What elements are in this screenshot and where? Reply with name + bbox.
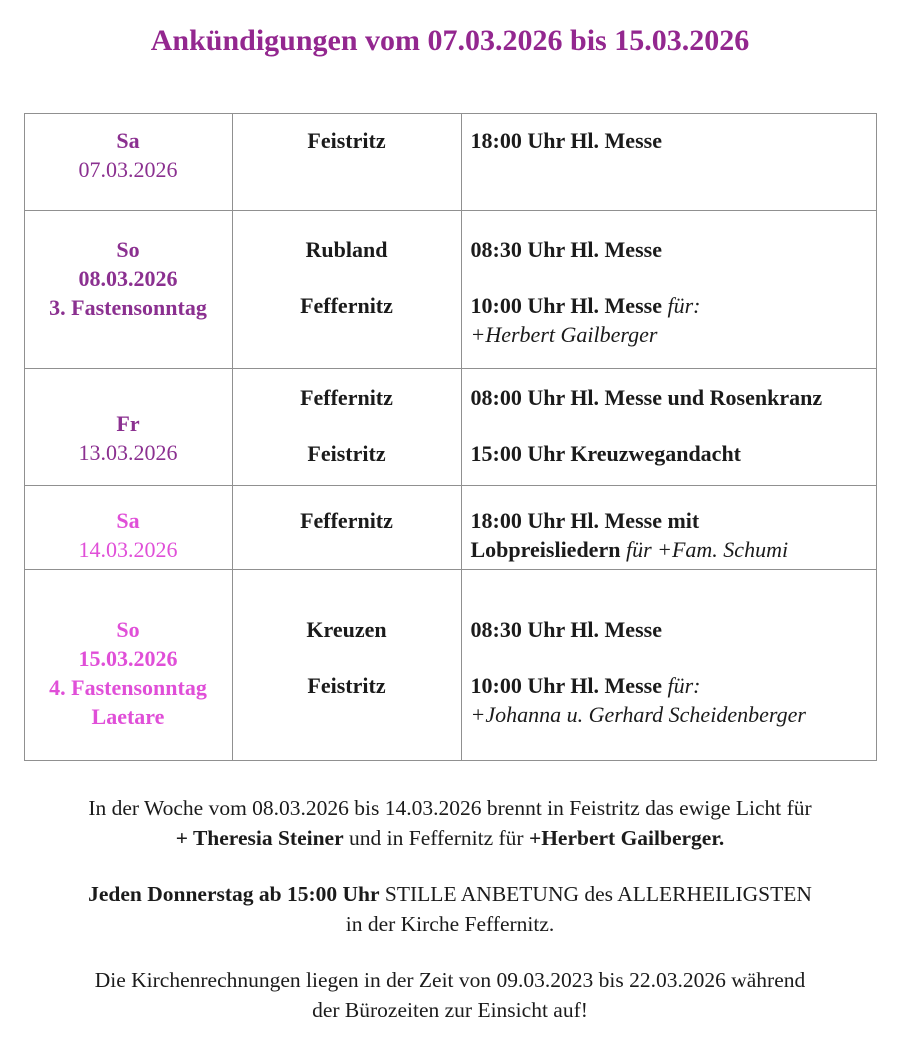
- event-text: 10:00 Uhr Hl. Messe: [470, 673, 668, 698]
- event-text: 08:30 Uhr Hl. Messe: [470, 237, 662, 262]
- paragraph-text: In der Woche vom 08.03.2026 bis 14.03.2026 brennt in Feistritz das ewige Licht für: [88, 796, 812, 820]
- table-row: [24, 211, 876, 369]
- spacer: [237, 644, 457, 671]
- paragraph-text: Jeden Donnerstag ab 15:00 Uhr: [88, 882, 380, 906]
- spacer: [471, 412, 876, 439]
- location-label: Feffernitz: [300, 508, 393, 533]
- event-text: 18:00 Uhr Hl. Messe mit: [470, 508, 700, 533]
- location-label: Kreuzen: [306, 617, 387, 642]
- paragraph-text: in der Kirche Feffernitz.: [345, 912, 555, 936]
- location-label: Feffernitz: [300, 385, 393, 410]
- date-label: 08.03.2026: [78, 266, 178, 291]
- table-row: [24, 570, 876, 761]
- table-row: [24, 369, 876, 486]
- event-intention-text: für:: [667, 293, 701, 318]
- paragraph-text: Die Kirchenrechnungen liegen in der Zeit von 09.03.2023 bis 22.03.2026 während: [94, 968, 806, 992]
- day-label: Fr: [116, 411, 140, 436]
- events-cell: [461, 486, 876, 570]
- spacer: [237, 412, 457, 439]
- paragraph-line: [95, 968, 806, 992]
- liturgical-day-label: 3. Fastensonntag: [49, 295, 207, 320]
- events-cell: [461, 369, 876, 486]
- paragraph-line: [88, 796, 811, 820]
- location-cell: [232, 211, 461, 369]
- location-cell: [232, 570, 461, 761]
- announcements-footer: [9, 793, 891, 1025]
- event-text: 10:00 Uhr Hl. Messe: [470, 293, 668, 318]
- event-line: [471, 615, 876, 644]
- event-line: [471, 126, 876, 155]
- event-line: [471, 235, 876, 264]
- event-text: 18:00 Uhr Hl. Messe: [470, 128, 662, 153]
- location-label: Feffernitz: [300, 293, 393, 318]
- date-cell: [24, 211, 232, 369]
- date-label: 13.03.2026: [78, 440, 178, 465]
- liturgical-day-label: 4. Fastensonntag: [49, 675, 207, 700]
- location-label: Rubland: [305, 237, 388, 262]
- adoration-paragraph: [9, 879, 891, 939]
- event-line: [471, 320, 876, 349]
- page-title: Ankündigungen vom 07.03.2026 bis 15.03.2026: [150, 24, 750, 57]
- location-cell: [232, 114, 461, 211]
- location-label: Feistritz: [307, 128, 386, 153]
- event-intention-text: +Johanna u. Gerhard Scheidenberger: [470, 702, 806, 727]
- day-label: So: [116, 617, 140, 642]
- paragraph-line: [88, 882, 812, 906]
- date-label: 07.03.2026: [78, 157, 178, 182]
- spacer: [471, 264, 876, 291]
- table-row: [24, 486, 876, 570]
- event-text: 15:00 Uhr Kreuzwegandacht: [470, 441, 742, 466]
- event-line: [471, 383, 876, 412]
- event-line: [471, 700, 876, 729]
- location-cell: [232, 486, 461, 570]
- events-cell: [461, 570, 876, 761]
- event-text: Lobpreisliedern: [470, 537, 626, 562]
- paragraph-text: STILLE ANBETUNG des ALLERHEILIGSTEN: [379, 882, 812, 906]
- event-line: [471, 535, 876, 564]
- event-text: 08:30 Uhr Hl. Messe: [470, 617, 662, 642]
- paragraph-line: [312, 998, 588, 1022]
- day-label: Sa: [116, 508, 140, 533]
- event-line: [471, 439, 876, 468]
- memorial-name: + Theresia Steiner: [175, 826, 344, 850]
- day-label: So: [116, 237, 140, 262]
- event-text: 08:00 Uhr Hl. Messe und Rosenkranz: [470, 385, 823, 410]
- location-cell: [232, 369, 461, 486]
- paragraph-text: der Bürozeiten zur Einsicht auf!: [312, 998, 588, 1022]
- memorial-name: +Herbert Gailberger.: [528, 826, 725, 850]
- event-line: [471, 506, 876, 535]
- paragraph-text: und in Feffernitz für: [343, 826, 529, 850]
- day-label: Sa: [116, 128, 140, 153]
- event-line: [471, 671, 876, 700]
- event-intention-text: für:: [667, 673, 701, 698]
- events-cell: [461, 211, 876, 369]
- spacer: [237, 264, 457, 291]
- event-intention-text: +Herbert Gailberger: [470, 322, 658, 347]
- spacer: [471, 644, 876, 671]
- event-intention-text: für +Fam. Schumi: [625, 537, 789, 562]
- eternal-light-paragraph: [9, 793, 891, 853]
- paragraph-line: [176, 826, 725, 850]
- event-line: [471, 291, 876, 320]
- date-cell: [24, 114, 232, 211]
- liturgical-day-label: Laetare: [91, 704, 165, 729]
- date-cell: [24, 570, 232, 761]
- location-label: Feistritz: [307, 673, 386, 698]
- date-label: 15.03.2026: [78, 646, 178, 671]
- date-cell: [24, 369, 232, 486]
- church-accounts-paragraph: [9, 965, 891, 1025]
- date-label: 14.03.2026: [78, 537, 178, 562]
- schedule-table: [24, 113, 877, 761]
- date-cell: [24, 486, 232, 570]
- events-cell: [461, 114, 876, 211]
- paragraph-line: [346, 912, 555, 936]
- table-row: [24, 114, 876, 211]
- location-label: Feistritz: [307, 441, 386, 466]
